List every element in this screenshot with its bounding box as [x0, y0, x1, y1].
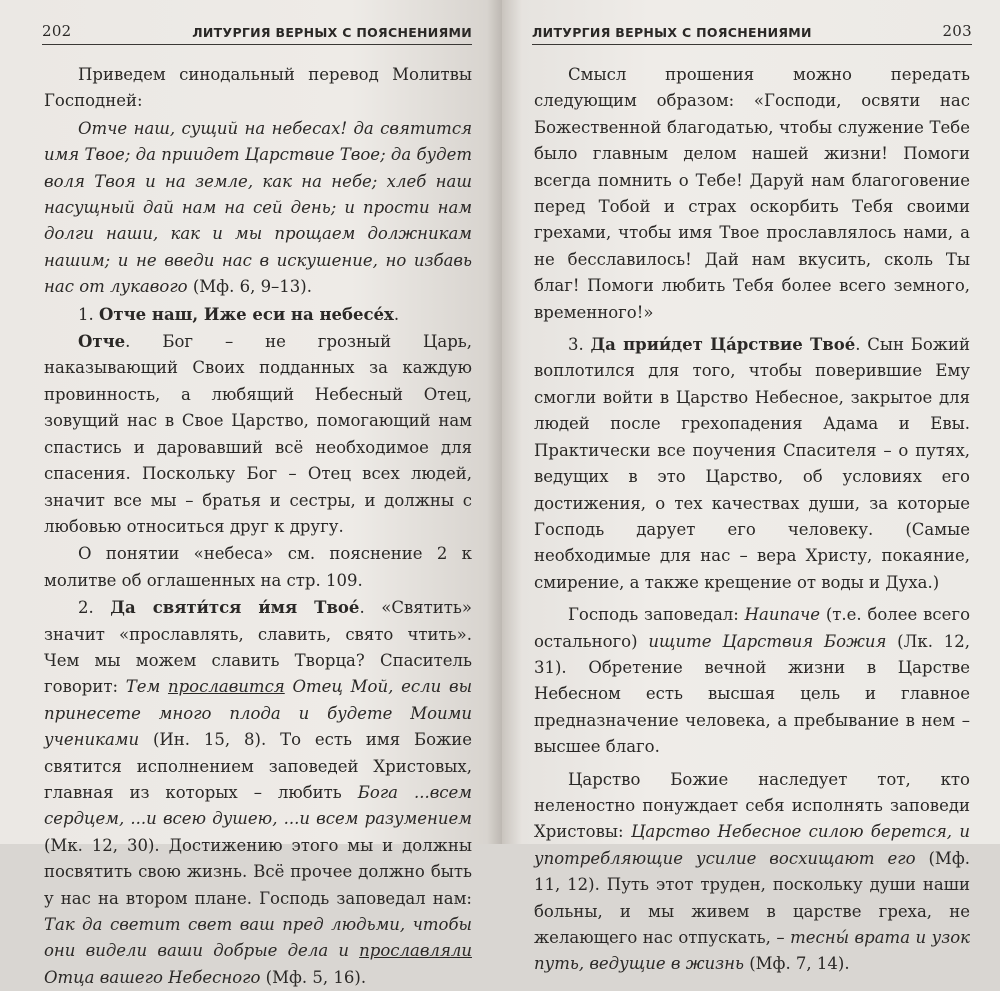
- lords-prayer-quote: Отче наш, сущий на небесах! да святится имя Твое; да приидет Царствие Твое; да будет воля Твоя и на земле, как на небе; хлеб наш насущный дай нам на сей день; и прости нам долги наши, как и мы прощаем должникам нашим; и не введи нас в искушение, но избавь нас от лукавого: [44, 118, 472, 297]
- page-number: 203: [942, 22, 972, 40]
- petition-2: 2. Да святи́тся и́мя Твое́. «Святить» значит «прославлять, славить, свято чтить». Чем мы можем славить Творца? Спаситель говорит: Тем прославится Отец Мой, если вы принесете много плода и будете Моими учениками (Ин. 15, 8). То есть имя Божие святится исполнением заповедей Христовых, главная из которых – любить Бога ...всем сердцем, ...и всею душею, ...и всем разумением (Мк. 12, 30). Достижению этого мы и должны посвятить свою жизнь. Всё прочее должно быть у нас на втором плане. Господь заповедал нам: Так да светит свет ваш пред людьми, чтобы они видели ваши добрые дела и прославляли Отца вашего Небесного (Мф. 5, 16).: [44, 598, 473, 987]
- left-page-text: [44, 62, 472, 991]
- paragraph: О понятии «небеса» см. пояснение 2 к молитве об оглашенных на стр. 109.: [44, 544, 472, 590]
- paragraph: Приведем синодальный перевод Молитвы Господней:: [44, 65, 472, 111]
- petition-3: 3. Да прии́дет Ца́рствие Твое́. Сын Божий воплотился для того, чтобы поверившие Ему смогли войти в Царство Небесное, закрытое для людей после грехопадения Адама и Евы. Практически все поучения Спасителя – о путях, ведущих в это Царство, об условиях его достижения, о тех качествах души, за которые Господь дарует его человеку. (Самые необходимые для нас – вера Христу, покаяние, смирение, а также крещение от воды и Духа.): [534, 335, 970, 592]
- right-page-text: [534, 62, 970, 978]
- page-number: 202: [42, 22, 72, 40]
- paragraph: Смысл прошения можно передать следующим образом: «Господи, освяти нас Божественной благодатью, чтобы служение Тебе было главным делом нашей жизни! Помоги всегда помнить о Тебе! Даруй нам благоговение перед Тобой и страх оскорбить Тебя своими грехами, чтобы имя Твое прославлялось нами, а не бесславилось! Дай нам вкусить, сколь Ты благ! Помоги любить Тебя более всего земного, временного!»: [534, 65, 970, 322]
- left-page: [0, 0, 502, 987]
- running-title: ЛИТУРГИЯ ВЕРНЫХ С ПОЯСНЕНИЯМИ: [532, 25, 812, 40]
- term-heading: Отче: [78, 332, 126, 352]
- paragraph: Господь заповедал: Наипаче (т.е. более всего остального) ищите Царствия Божия (Лк. 12, 31). Обретение вечной жизни в Царстве Небесном есть высшая цель и главное предназначение человека, а пребывание в нем – высшее благо.: [534, 605, 971, 757]
- petition-1: 1. Отче наш, Иже еси на небесе́х.: [78, 304, 400, 324]
- paragraph: Царство Божие наследует тот, кто неленостно понуждает себя исполнять заповеди Христовы: Царство Небесное силою берется, и употребляющие усилие восхищают его (Мф. 11, 12). Путь этот труден, поскольку души наши больны, и мы живем в царстве греха, не желающего нас отпускать, – тесны́ врата и узок путь, ведущие в жизнь (Мф. 7, 14).: [534, 769, 970, 974]
- paragraph: Отче. Бог – не грозный Царь, наказывающий Своих подданных за каждую провинность, а любящий Небесный Отец, зовущий нас в Свое Царство, помогающий нам спастись и даровавший всё необходимое для спасения. Поскольку Бог – Отец всех людей, значит все мы – братья и сестры, и должны с любовью относиться друг к другу.: [44, 332, 472, 536]
- paragraph: Отче наш, сущий на небесах! да святится имя Твое; да приидет Царствие Твое; да будет воля Твоя и на земле, как на небе; хлеб наш насущный дай нам на сей день; и прости нам долги наши, как и мы прощаем должникам нашим; и не введи нас в искушение, но избавь нас от лукавого (Мф. 6, 9–13).: [44, 118, 472, 297]
- right-page-header: [532, 18, 972, 45]
- right-page: [502, 0, 1000, 974]
- petition-heading: Отче наш, Иже еси на небесе́х: [99, 304, 394, 324]
- left-page-header: [42, 18, 472, 45]
- petition-heading: Да святи́тся и́мя Твое́: [110, 598, 360, 618]
- petition-heading: Да прии́дет Ца́рствие Твое́: [590, 335, 856, 355]
- running-title: ЛИТУРГИЯ ВЕРНЫХ С ПОЯСНЕНИЯМИ: [192, 25, 472, 40]
